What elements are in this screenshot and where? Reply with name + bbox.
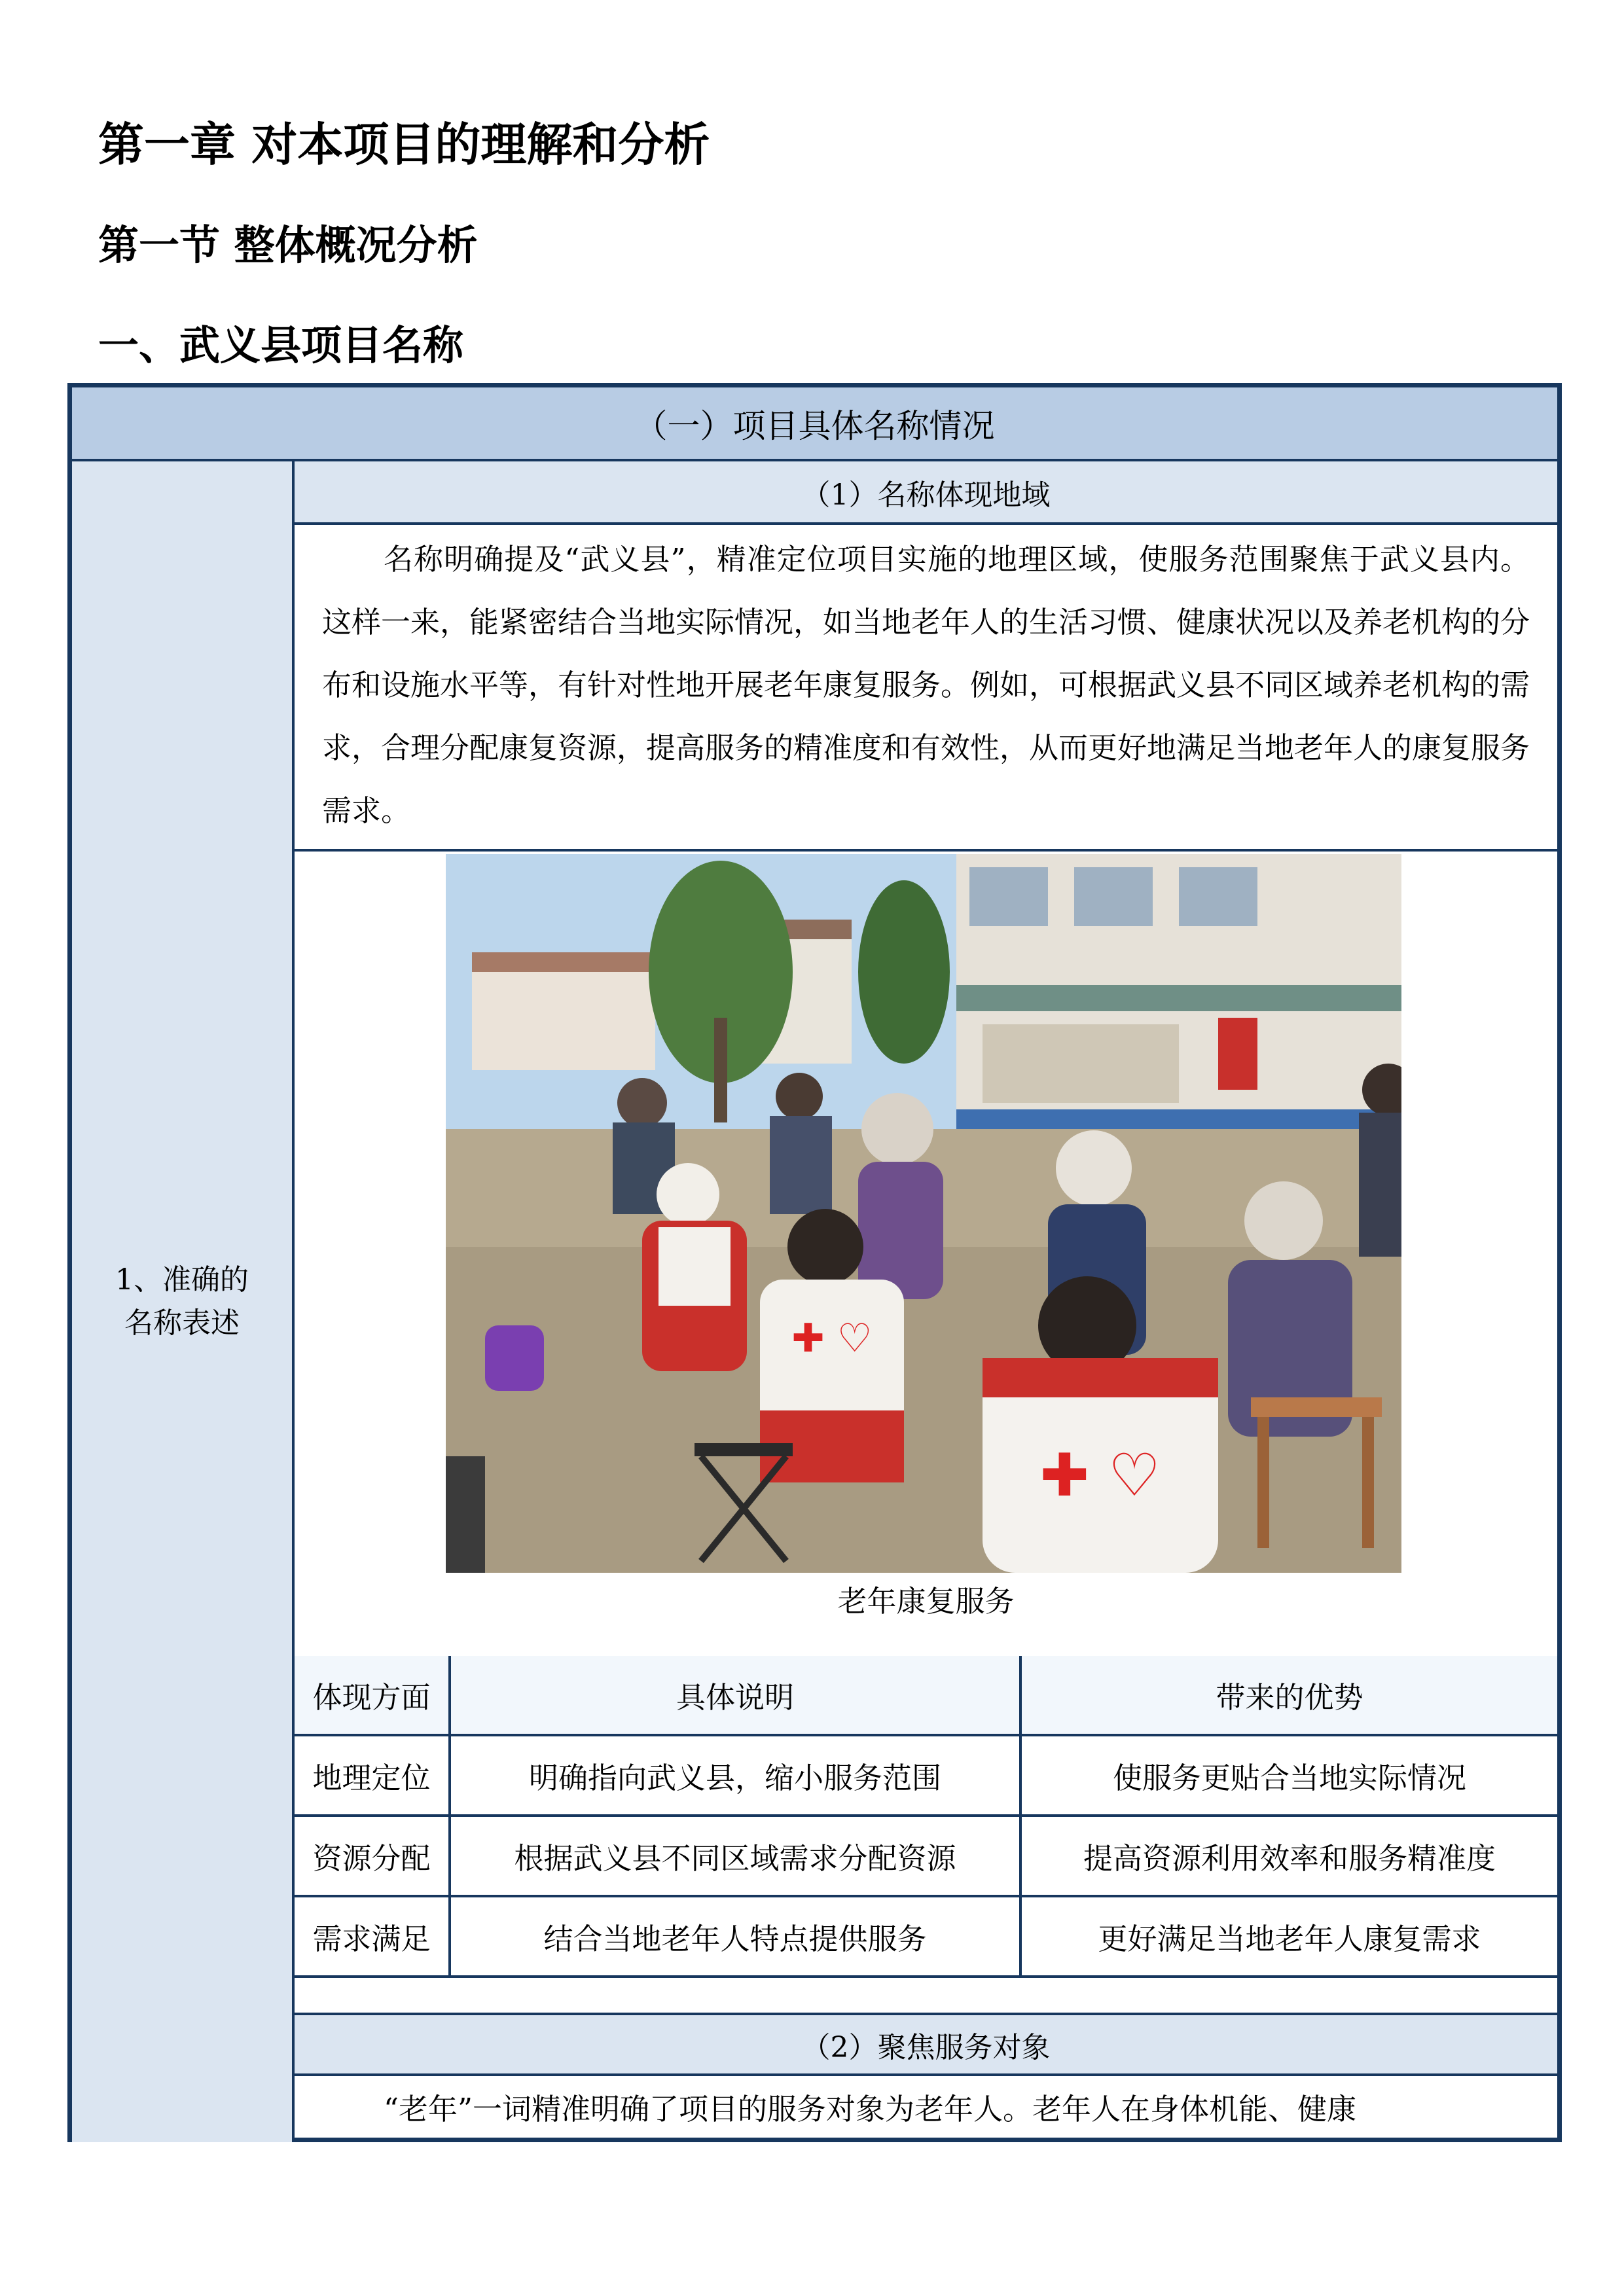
- service-photo-image: [446, 854, 1401, 1573]
- table-row: [295, 1735, 1557, 1816]
- table-title: （一）项目具体名称情况: [72, 387, 1557, 461]
- photo-caption: 老年康复服务: [837, 1584, 1015, 1619]
- table-cell: 使服务更贴合当地实际情况: [1020, 1735, 1557, 1816]
- header-cell: 带来的优势: [1020, 1656, 1557, 1735]
- part1-paragraph: [295, 528, 1557, 842]
- chapter-title: 第一章 对本项目的理解和分析: [98, 118, 710, 171]
- part1-heading: （1）名称体现地域: [295, 461, 1557, 525]
- table-cell: 需求满足: [295, 1896, 450, 1977]
- table-cell: 根据武义县不同区域需求分配资源: [450, 1816, 1020, 1896]
- svg-text:✚ ♡: ✚ ♡: [791, 1316, 873, 1361]
- row-label-line2: 名称表述: [124, 1306, 240, 1340]
- table-cell: 明确指向武义县，缩小服务范围: [450, 1735, 1020, 1816]
- part2-heading: （2）聚焦服务对象: [295, 2013, 1557, 2076]
- section-title: 第一节 整体概况分析: [98, 221, 478, 269]
- table-cell: 更好满足当地老年人康复需求: [1020, 1896, 1557, 1977]
- table-row: [295, 1816, 1557, 1896]
- comparison-header-row: [295, 1656, 1557, 1735]
- row-label: [72, 461, 295, 2142]
- comparison-table: [295, 1656, 1557, 1978]
- header-cell: 体现方面: [295, 1656, 450, 1735]
- svg-text:✚ ♡: ✚ ♡: [1039, 1441, 1161, 1510]
- table-cell: 地理定位: [295, 1735, 450, 1816]
- row-label-line1: 1、准确的: [115, 1263, 249, 1297]
- table-row: [295, 1896, 1557, 1977]
- header-cell: 具体说明: [450, 1656, 1020, 1735]
- divider: [295, 849, 1557, 852]
- part2-paragraph-text: “老年”一词精准明确了项目的服务对象为老年人。老年人在身体机能、健康: [384, 2092, 1357, 2126]
- table-cell: 结合当地老年人特点提供服务: [450, 1896, 1020, 1977]
- subsection-title: 一、武义县项目名称: [98, 321, 464, 369]
- part2-paragraph: [295, 2078, 1557, 2142]
- service-photo: [446, 854, 1401, 1573]
- part1-paragraph-text: 名称明确提及“武义县”，精准定位项目实施的地理区域，使服务范围聚焦于武义县内。这样一来，能紧密结合当地实际情况，如当地老年人的生活习惯、健康状况以及养老机构的分布和设施水平等，有针对性地开展老年康复服务。例如，可根据武义县不同区域养老机构的需求，合理分配康复资源，提高服务的精准度和有效性，从而更好地满足当地老年人的康复服务需求。: [322, 542, 1530, 828]
- table-cell: 资源分配: [295, 1816, 450, 1896]
- table-cell: 提高资源利用效率和服务精准度: [1020, 1816, 1557, 1896]
